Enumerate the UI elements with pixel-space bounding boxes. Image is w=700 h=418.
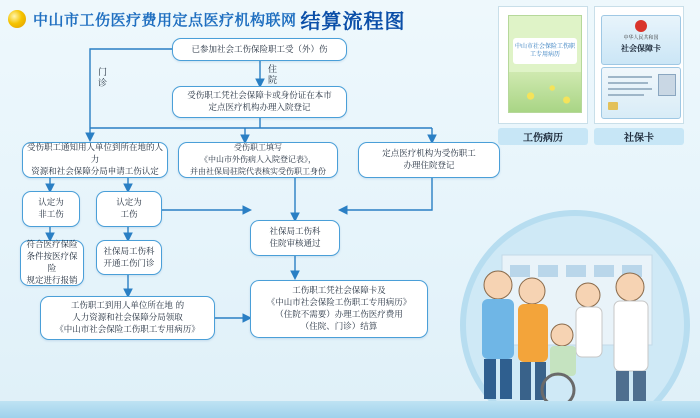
card-line [608,82,648,84]
chip-icon [608,102,618,110]
social-card-line2: 社会保障卡 [621,44,661,53]
card-line [608,88,652,90]
caption-social-card: 社保卡 [594,128,684,145]
card-line [608,94,644,96]
node-notify: 受伤职工通知用人单位到所在地的人力 资源和社会保障分局申请工伤认定 [22,142,168,178]
node-start: 已参加社会工伤保险职工受（外）伤 [172,38,347,61]
title-main: 中山市工伤医疗费用定点医疗机构联网 [33,10,297,29]
node-get-book: 工伤职工到用人单位所在地 的 人力资源和社会保障分局领取 《中山市社会保险工伤职工专用病历》 [40,296,215,340]
node-admit: 受伤职工凭社会保障卡或身份证在本市 定点医疗机构办理入院登记 [172,86,347,118]
arrow-start-notify [90,49,172,140]
record-cover-title: 中山市社会保险工伤职工专用病历 [513,38,577,64]
illustration-svg [440,185,700,418]
flower-decoration-icon [509,72,581,112]
node-is-injury: 认定为 工伤 [96,191,162,227]
node-hospital-register: 定点医疗机构为受伤职工 办理住院登记 [358,142,500,178]
national-emblem-icon [635,20,647,32]
nurse-figure-icon [576,283,602,357]
edge-label-outpatient: 门诊 [98,68,108,89]
node-review: 社保局工伤科 住院审核通过 [250,220,340,256]
node-fill-form: 受伤职工填写 《中山市外伤病人入院登记表》， 并由社保局驻院代表核实受伤职工身份 [178,142,338,178]
card-social-security [594,6,684,124]
footer-strip [0,401,700,418]
card-line [608,76,652,78]
node-self-pay: 符合医疗保险 条件按医疗保险 规定进行报销 [20,240,84,286]
social-card-front [601,15,681,65]
social-card-back [601,67,681,119]
social-card-line1: 中华人民共和国 [623,35,659,41]
medical-staff-illustration [440,185,700,418]
photo-avatar [658,74,676,96]
caption-injury-record: 工伤病历 [498,128,588,145]
node-not-injury: 认定为 非工伤 [22,191,80,227]
node-settle: 工伤职工凭社会保障卡及 《中山市社会保险工伤职工专用病历》 （住院不需要）办理工伤医疗费用 （住院、门诊）结算 [250,280,428,338]
title-emphasis: 结算流程图 [300,8,406,33]
record-cover [508,15,582,113]
card-injury-record [498,6,588,124]
node-outpatient-open: 社保局工伤科 开通工伤门诊 [96,240,162,275]
edge-label-inpatient: 住院 [268,65,278,86]
arrow-hospital-review [340,178,432,210]
